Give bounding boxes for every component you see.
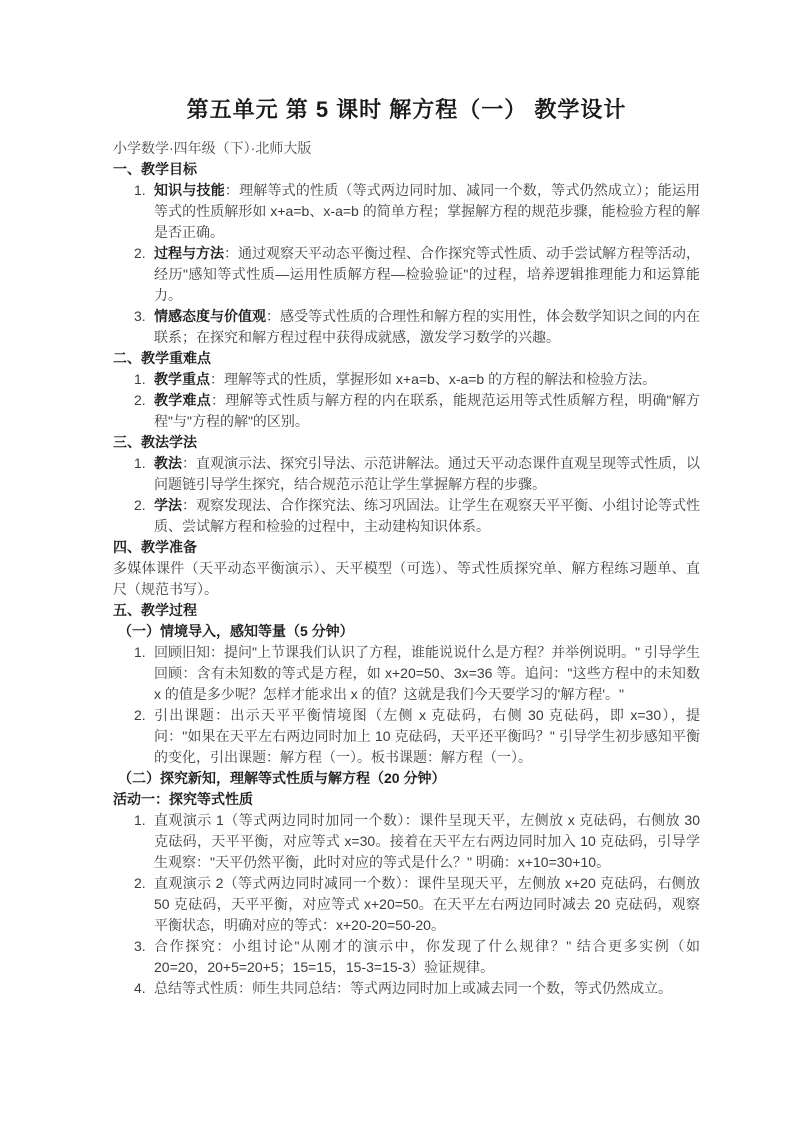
list-item [113, 306, 700, 348]
section-methods-heading: 三、教法学法 [113, 434, 197, 450]
list-item [113, 243, 700, 306]
item-label: 教学难点 [154, 392, 211, 408]
item-text: ：理解等式的性质，掌握形如 x+a=b、x-a=b 的方程的解法和检验方法。 [210, 371, 657, 387]
list-item [113, 810, 700, 873]
section-keypoints-heading: 二、教学重难点 [113, 350, 211, 366]
list-item [113, 978, 700, 999]
item-number: 1. [134, 371, 146, 387]
item-text: 直观演示 1（等式两边同时加同一个数）：课件呈现天平，左侧放 x 克砝码，右侧放 30 克砝码，天平平衡，对应等式 x=30。接着在天平左右两边同时加入 10 克砝码，引导学生观察："天平仍然平衡，此时对应的等式是什么？" 明确：x+10=30+10。 [154, 812, 700, 870]
item-number: 2. [134, 245, 146, 261]
list-item [113, 873, 700, 936]
item-label: 知识与技能 [154, 182, 225, 198]
item-number: 1. [134, 812, 146, 828]
item-text: ：感受等式性质的合理性和解方程的实用性，体会数学知识之间的内在联系；在探究和解方程过程中获得成就感，激发学习数学的兴趣。 [154, 308, 700, 345]
item-number: 1. [134, 644, 146, 660]
list-item [113, 495, 700, 537]
item-number: 2. [134, 392, 146, 408]
item-number: 1. [134, 182, 146, 198]
keypoints-list [113, 369, 700, 432]
item-text: 总结等式性质：师生共同总结：等式两边同时加上或减去同一个数，等式仍然成立。 [154, 980, 672, 996]
section-preparation-heading: 四、教学准备 [113, 539, 197, 555]
item-text: ：理解等式的性质（等式两边同时加、减同一个数，等式仍然成立）；能运用等式的性质解形如 x+a=b、x-a=b 的简单方程；掌握解方程的规范步骤，能检验方程的解是否正确。 [154, 182, 700, 240]
item-number: 4. [134, 980, 146, 996]
item-number: 2. [134, 497, 146, 513]
page-title: 第五单元 第 5 课时 解方程（一） 教学设计 [186, 97, 627, 122]
item-label: 过程与方法 [154, 245, 224, 261]
item-text: ：直观演示法、探究引导法、示范讲解法。通过天平动态课件直观呈现等式性质，以问题链引导学生探究，结合规范示范让学生掌握解方程的步骤。 [154, 455, 700, 492]
item-label: 教法 [154, 455, 182, 471]
goals-list [113, 180, 700, 348]
part1-list [113, 642, 700, 768]
item-label: 学法 [154, 497, 182, 513]
process-part2-heading: （二）探究新知，理解等式性质与解方程（20 分钟） [118, 770, 446, 786]
list-item [113, 180, 700, 243]
process-part1-heading: （一）情境导入，感知等量（5 分钟） [118, 623, 354, 639]
activity1-heading: 活动一：探究等式性质 [113, 791, 253, 807]
preparation-paragraph: 多媒体课件（天平动态平衡演示）、天平模型（可选）、等式性质探究单、解方程练习题单、直尺（规范书写）。 [113, 560, 700, 597]
item-number: 3. [134, 308, 146, 324]
item-text: 引出课题：出示天平平衡情境图（左侧 x 克砝码，右侧 30 克砝码，即 x=30），提问："如果在天平左右两边同时加上 10 克砝码，天平还平衡吗？" 引导学生初步感知平衡的变化，引出课题：解方程（一）。板书课题：解方程（一）。 [154, 707, 700, 765]
doc-subtitle: 小学数学·四年级（下）·北师大版 [113, 140, 312, 156]
list-item [113, 369, 700, 390]
item-number: 2. [134, 875, 146, 891]
section-process-heading: 五、教学过程 [113, 602, 197, 618]
item-text: 合作探究：小组讨论"从刚才的演示中，你发现了什么规律？" 结合更多实例（如 20=20，20+5=20+5；15=15，15-3=15-3）验证规律。 [154, 938, 700, 975]
list-item [113, 390, 700, 432]
list-item [113, 936, 700, 978]
item-text: 回顾旧知：提问"上节课我们认识了方程，谁能说说什么是方程？并举例说明。" 引导学生回顾：含有未知数的等式是方程，如 x+20=50、3x=36 等。追问："这些方程中的未知数 x 的值是多少呢？怎样才能求出 x 的值？这就是我们今天要学习的'解方程'。" [154, 644, 700, 702]
item-number: 1. [134, 455, 146, 471]
item-text: ：观察发现法、合作探究法、练习巩固法。让学生在观察天平平衡、小组讨论等式性质、尝试解方程和检验的过程中，主动建构知识体系。 [154, 497, 700, 534]
item-text: 直观演示 2（等式两边同时减同一个数）：课件呈现天平，左侧放 x+20 克砝码，右侧放 50 克砝码，天平平衡，对应等式 x+20=50。在天平左右两边同时减去 20 克砝码，观察平衡状态，明确对应的等式：x+20-20=50-20。 [154, 875, 700, 933]
section-goals-heading: 一、教学目标 [113, 161, 197, 177]
list-item [113, 705, 700, 768]
methods-list [113, 453, 700, 537]
activity1-list [113, 810, 700, 999]
item-number: 2. [134, 707, 146, 723]
list-item [113, 453, 700, 495]
item-number: 3. [134, 938, 146, 954]
item-text: ：通过观察天平动态平衡过程、合作探究等式性质、动手尝试解方程等活动，经历"感知等式性质—运用性质解方程—检验验证"的过程，培养逻辑推理能力和运算能力。 [154, 245, 700, 303]
list-item [113, 642, 700, 705]
item-text: ：理解等式性质与解方程的内在联系，能规范运用等式性质解方程，明确"解方程"与"方程的解"的区别。 [154, 392, 701, 429]
item-label: 情感态度与价值观 [154, 308, 266, 324]
item-label: 教学重点 [154, 371, 210, 387]
